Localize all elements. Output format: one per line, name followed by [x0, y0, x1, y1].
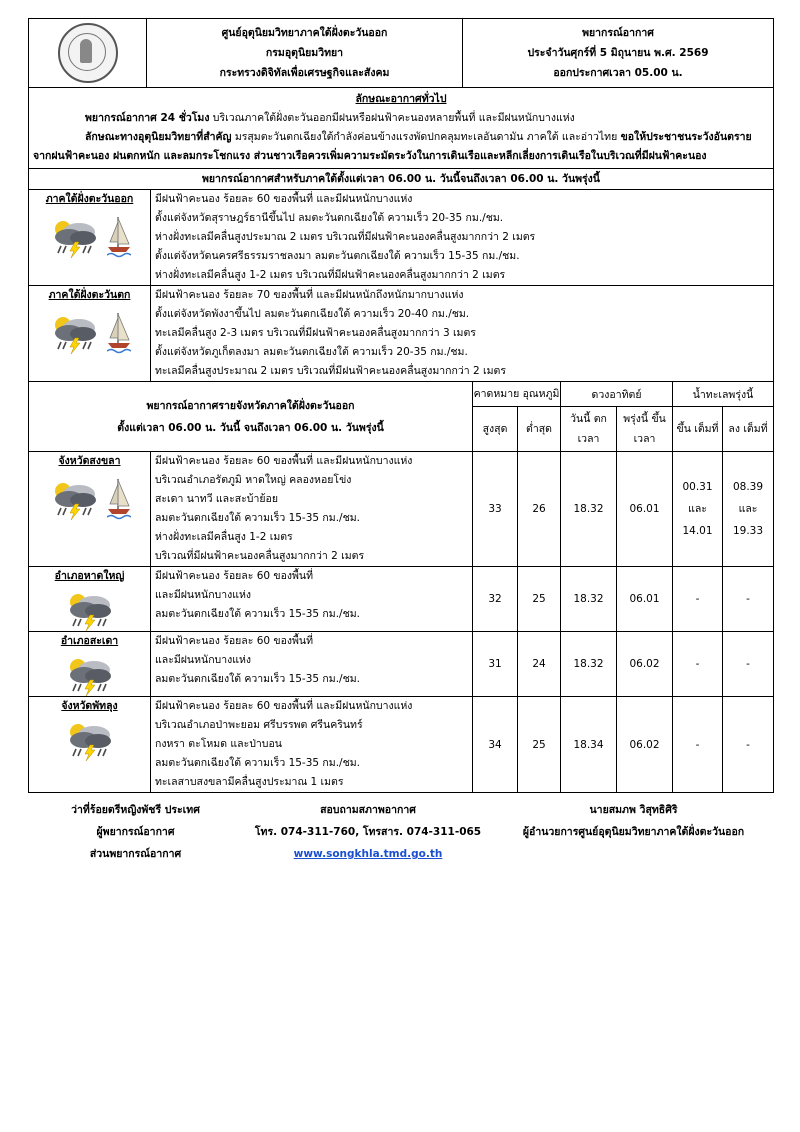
min-temp: 24: [518, 632, 561, 697]
thunderstorm-icon: [49, 218, 101, 258]
footer: [28, 799, 774, 865]
max-temp-header: สูงสุด: [473, 407, 518, 452]
low-tide-time: -: [723, 567, 774, 632]
tide-header: น้ำทะเลพรุ่งนี้: [673, 382, 774, 407]
general-weather: ลักษณะอากาศทั่วไป พยากรณ์อากาศ 24 ชั่วโมง บริเวณภาคใต้ฝั่งตะวันออกมีฝนหรือฝนฟ้าคะนองหลายพื้นที่ และมีฝนหนักบางแห่ง ลักษณะทางอุตุนิยมวิทยาที่สำคัญ มรสุมตะวันตกเฉียงใต้กำลังค่อนข้างแรงพัดปกคลุมทะเลอันดามัน ภาคใต้ และอ่าวไทย ขอให้ประชาชนระวังอันตรายจากฝนฟ้าคะนอง ฝนตกหนัก และลมกระโชกแรง ส่วนชาวเรือควรเพิ่มความระมัดระวังในการเดินเรือและหลีกเลี่ยงการเดินเรือในบริเวณที่มีฝนฟ้าคะนอง: [29, 88, 774, 169]
director-signature: นายสมภพ วิสุทธิศิริ ผู้อำนวยการศูนย์อุตุนิยมวิทยาภาคใต้ฝั่งตะวันออก: [522, 804, 745, 838]
forecast-document: [28, 18, 774, 865]
province-table: [28, 382, 774, 793]
province-name: จังหวัดสงขลา: [58, 455, 121, 467]
sunset-time: 18.32: [561, 452, 617, 567]
max-temp: 31: [473, 632, 518, 697]
sunset-time: 18.32: [561, 632, 617, 697]
high-tide-header: ขึ้น เต็มที่: [673, 407, 723, 452]
region-name: ภาคใต้ฝั่งตะวันออก: [45, 193, 134, 205]
temperature-header: คาดหมาย อุณหภูมิ: [473, 382, 561, 407]
region-row: ภาคใต้ฝั่งตะวันออก มีฝนฟ้าคะนอง ร้อยละ 60 ของพื้นที่ และมีฝนหนักบางแห่ง ตั้งแต่จังหวัดสุราษฎร์ธานีขึ้นไป ลมตะวันตกเฉียงใต้ ความเร็ว 20-35 กม./ชม. ห่างฝั่งทะเลมีคลื่นสูงประมาณ 2 เมตร บริเวณที่มีฝนฟ้าคะนองคลื่นสูงมากกว่า 2 เมตร ตั้งแต่จังหวัดนครศรีธรรมราชลงมา ลมตะวันตกเฉียงใต้ ความเร็ว 15-35 กม./ชม. ห่างฝั่งทะเลมีคลื่นสูง 1-2 เมตร บริเวณที่มีฝนฟ้าคะนองคลื่นสูงมากกว่า 2 เมตร: [29, 190, 774, 286]
sunrise-header: พรุ่งนี้ ขึ้นเวลา: [617, 407, 673, 452]
website-link[interactable]: www.songkhla.tmd.go.th: [293, 848, 443, 860]
sunset-header: วันนี้ ตกเวลา: [561, 407, 617, 452]
sun-header: ดวงอาทิตย์: [561, 382, 673, 407]
logo-cell: [29, 19, 147, 88]
province-row: อำเภอหาดใหญ่ มีฝนฟ้าคะนอง ร้อยละ 60 ของพื้นที่ และมีฝนหนักบางแห่ง ลมตะวันตกเฉียงใต้ ความเร็ว 15-35 กม./ชม. 32 25 18.32 06.01 - -: [29, 567, 774, 632]
province-row: จังหวัดสงขลา มีฝนฟ้าคะนอง ร้อยละ 60 ของพื้นที่ และมีฝนหนักบางแห่ง บริเวณอำเภอรัตภูมิ หาดใหญ่ คลองหอยโข่ง สะเดา นาทวี และสะบ้าย้อย ลมตะวันตกเฉียงใต้ ความเร็ว 15-35 กม./ชม. ห่างฝั่งทะเลมีคลื่นสูง 1-2 เมตร บริเวณที่มีฝนฟ้าคะนองคลื่นสูงมากกว่า 2 เมตร 33 26 18.32 06.01 00.31 และ 14.01 08.39 และ 19.33: [29, 452, 774, 567]
sunset-time: 18.32: [561, 567, 617, 632]
high-tide-time: -: [673, 632, 723, 697]
province-header-title: พยากรณ์อากาศรายจังหวัดภาคใต้ฝั่งตะวันออก ตั้งแต่เวลา 06.00 น. วันนี้ จนถึงเวลา 06.00 น. วันพรุ่งนี้: [29, 382, 473, 452]
sailboat-icon: [107, 214, 131, 258]
sailboat-icon: [107, 476, 131, 520]
min-temp: 26: [518, 452, 561, 567]
high-tide-time: -: [673, 567, 723, 632]
min-temp: 25: [518, 697, 561, 793]
header-issue-info: พยากรณ์อากาศ ประจำวันศุกร์ที่ 5 มิถุนายน พ.ศ. 2569 ออกประกาศเวลา 05.00 น.: [463, 19, 774, 88]
thunderstorm-icon: [64, 591, 116, 631]
region-table: [28, 190, 774, 382]
min-temp: 25: [518, 567, 561, 632]
province-row: จังหวัดพัทลุง มีฝนฟ้าคะนอง ร้อยละ 60 ของพื้นที่ และมีฝนหนักบางแห่ง บริเวณอำเภอป่าพะยอม ศรีบรรพต ศรีนครินทร์ กงหรา ตะโหมด และป่าบอน ลมตะวันตกเฉียงใต้ ความเร็ว 15-35 กม./ชม. ทะเลสาบสงขลามีคลื่นสูงประมาณ 1 เมตร 34 25 18.34 06.02 - -: [29, 697, 774, 793]
high-tide-time: 00.31 และ 14.01: [673, 452, 723, 567]
province-name: อำเภอหาดใหญ่: [54, 570, 125, 582]
high-tide-time: -: [673, 697, 723, 793]
low-tide-time: -: [723, 697, 774, 793]
contact-info: สอบถามสภาพอากาศ โทร. 074-311-760, โทรสาร. 074-311-065 www.songkhla.tmd.go.th: [254, 804, 482, 860]
region-row: ภาคใต้ฝั่งตะวันตก มีฝนฟ้าคะนอง ร้อยละ 70 ของพื้นที่ และมีฝนหนักถึงหนักมากบางแห่ง ตั้งแต่จังหวัดพังงาขึ้นไป ลมตะวันตกเฉียงใต้ ความเร็ว 20-40 กม./ชม. ทะเลมีคลื่นสูง 2-3 เมตร บริเวณที่มีฝนฟ้าคะนองคลื่นสูงมากกว่า 3 เมตร ตั้งแต่จังหวัดภูเก็ตลงมา ลมตะวันตกเฉียงใต้ ความเร็ว 20-35 กม./ชม. ทะเลมีคลื่นสูงประมาณ 2 เมตร บริเวณที่มีฝนฟ้าคะนองคลื่นสูงมากกว่า 2 เมตร: [29, 286, 774, 382]
low-tide-time: 08.39 และ 19.33: [723, 452, 774, 567]
forecaster-signature: ว่าที่ร้อยตรีหญิงพัชรี ประเทศ ผู้พยากรณ์อากาศ ส่วนพยากรณ์อากาศ: [71, 804, 200, 860]
min-temp-header: ต่ำสุด: [518, 407, 561, 452]
province-name: อำเภอสะเดา: [60, 635, 119, 647]
province-name: จังหวัดพัทลุง: [61, 700, 118, 712]
sailboat-icon: [107, 310, 131, 354]
department-logo: [58, 23, 118, 83]
sunset-time: 18.34: [561, 697, 617, 793]
sunrise-time: 06.02: [617, 632, 673, 697]
thunderstorm-icon: [64, 656, 116, 696]
low-tide-header: ลง เต็มที่: [723, 407, 774, 452]
header-organization: ศูนย์อุตุนิยมวิทยาภาคใต้ฝั่งตะวันออก กรมอุตุนิยมวิทยา กระทรวงดิจิทัลเพื่อเศรษฐกิจและสังคม: [147, 19, 463, 88]
region-forecast-title: พยากรณ์อากาศสำหรับภาคใต้ตั้งแต่เวลา 06.00 น. วันนี้จนถึงเวลา 06.00 น. วันพรุ่งนี้: [29, 169, 774, 190]
thunderstorm-icon: [64, 721, 116, 761]
sunrise-time: 06.01: [617, 452, 673, 567]
low-tide-time: -: [723, 632, 774, 697]
max-temp: 34: [473, 697, 518, 793]
max-temp: 32: [473, 567, 518, 632]
header-table: [28, 18, 774, 190]
sunrise-time: 06.02: [617, 697, 673, 793]
max-temp: 33: [473, 452, 518, 567]
sunrise-time: 06.01: [617, 567, 673, 632]
province-row: อำเภอสะเดา มีฝนฟ้าคะนอง ร้อยละ 60 ของพื้นที่ และมีฝนหนักบางแห่ง ลมตะวันตกเฉียงใต้ ความเร็ว 15-35 กม./ชม. 31 24 18.32 06.02 - -: [29, 632, 774, 697]
thunderstorm-icon: [49, 480, 101, 520]
thunderstorm-icon: [49, 314, 101, 354]
region-name: ภาคใต้ฝั่งตะวันตก: [48, 289, 131, 301]
